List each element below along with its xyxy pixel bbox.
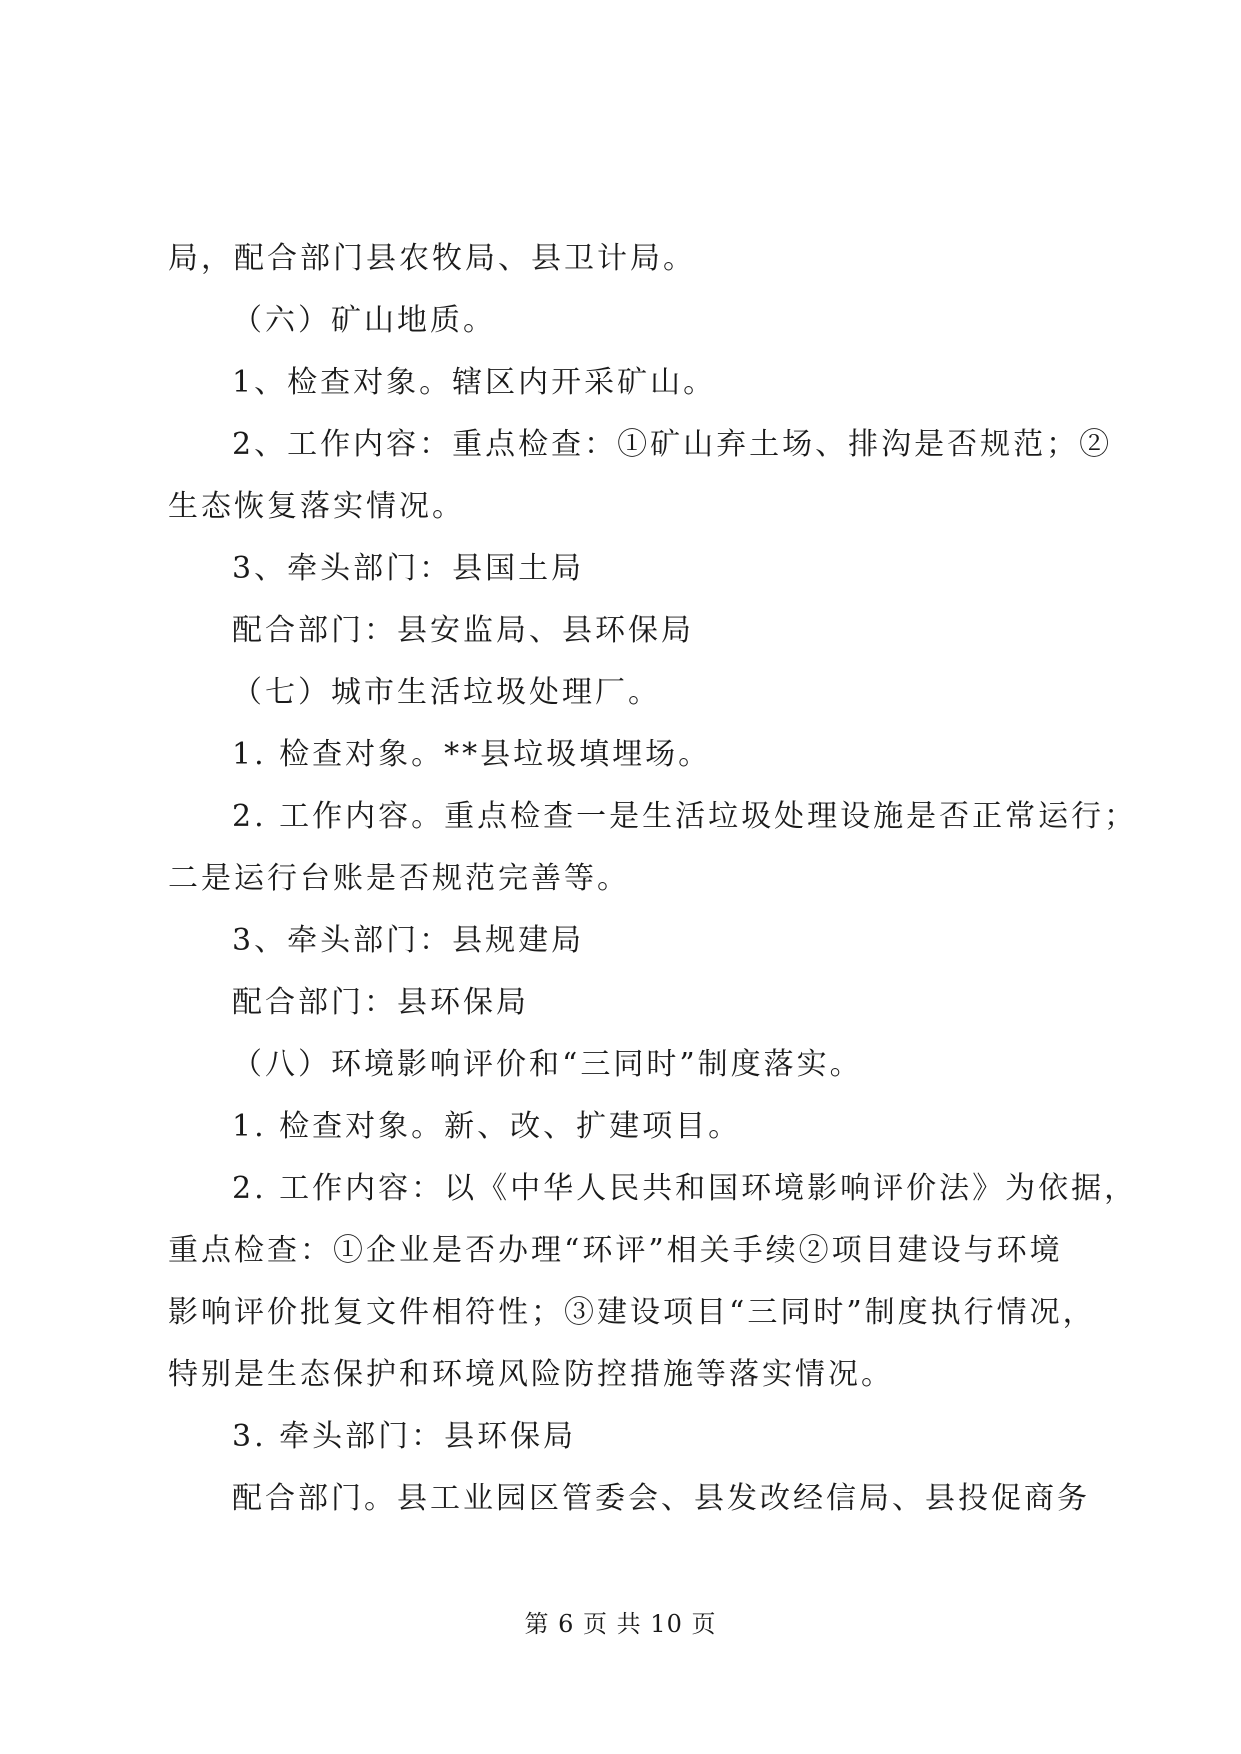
document-body xyxy=(168,228,1138,1530)
text-line: 1、检查对象。辖区内开采矿山。 xyxy=(232,365,717,400)
text-line: 1. 检查对象。**县垃圾填埋场。 xyxy=(232,737,712,772)
text-line: 配合部门。县工业园区管委会、县发改经信局、县投促商务 xyxy=(232,1481,1090,1516)
text-line: 3、牵头部门：县规建局 xyxy=(232,923,585,958)
text-line: 2. 工作内容。重点检查一是生活垃圾处理设施是否正常运行； xyxy=(232,799,1138,834)
section-heading-mining-geology: （六）矿山地质。 xyxy=(232,303,496,338)
text-line: 局，配合部门县农牧局、县卫计局。 xyxy=(168,241,696,276)
text-line: 3、牵头部门：县国土局 xyxy=(232,551,585,586)
text-line: 配合部门：县环保局 xyxy=(232,985,529,1020)
section-heading-eia: （八）环境影响评价和“三同时”制度落实。 xyxy=(232,1047,863,1082)
text-line: 2、工作内容：重点检查：①矿山弃土场、排沟是否规范；② xyxy=(232,427,1113,462)
section-heading-waste-treatment: （七）城市生活垃圾处理厂。 xyxy=(232,675,661,710)
text-line: 生态恢复落实情况。 xyxy=(168,489,465,524)
text-line: 影响评价批复文件相符性；③建设项目“三同时”制度执行情况， xyxy=(168,1295,1096,1330)
text-line: 2. 工作内容：以《中华人民共和国环境影响评价法》为依据， xyxy=(232,1171,1138,1206)
page-number-footer: 第 6 页 共 10 页 xyxy=(524,1610,717,1638)
text-line: 配合部门：县安监局、县环保局 xyxy=(232,613,694,648)
text-line: 重点检查：①企业是否办理“环评”相关手续②项目建设与环境 xyxy=(168,1233,1063,1268)
text-line: 3. 牵头部门：县环保局 xyxy=(232,1419,577,1454)
text-line: 特别是生态保护和环境风险防控措施等落实情况。 xyxy=(168,1357,894,1392)
text-line: 1. 检查对象。新、改、扩建项目。 xyxy=(232,1109,742,1144)
text-line: 二是运行台账是否规范完善等。 xyxy=(168,861,630,896)
